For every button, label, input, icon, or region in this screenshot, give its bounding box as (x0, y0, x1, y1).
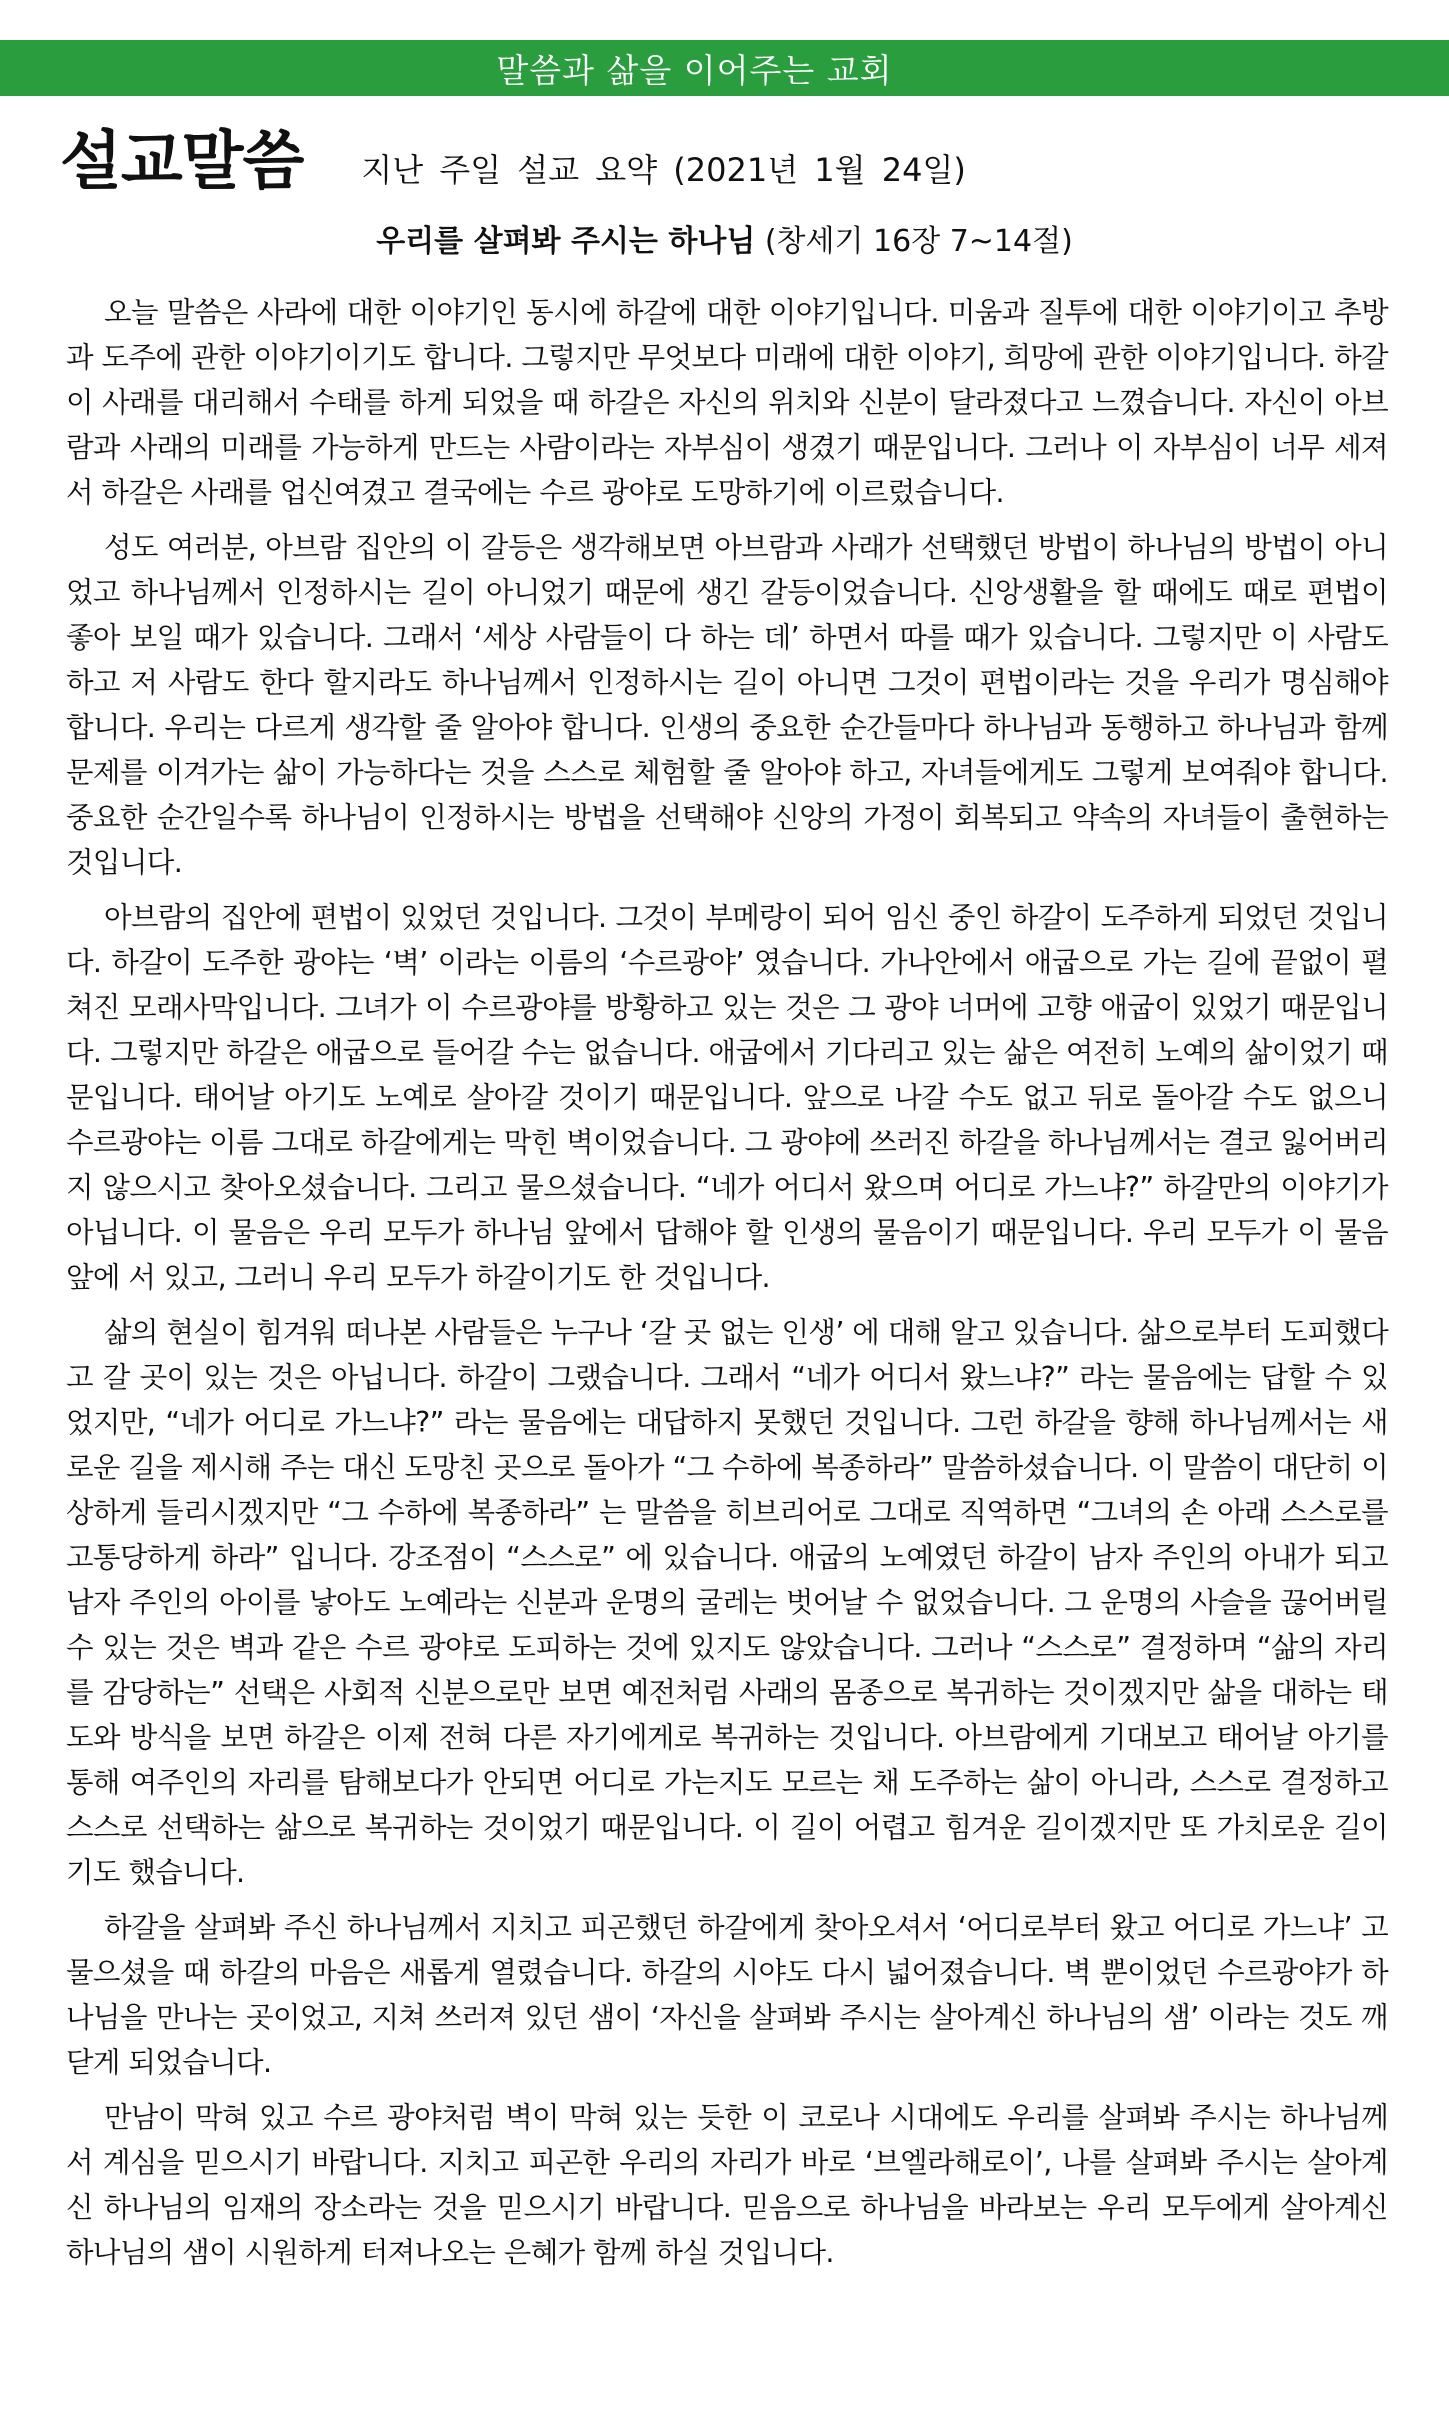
church-banner (0, 40, 1449, 96)
paragraph: 아브람의 집안에 편법이 있었던 것입니다. 그것이 부메랑이 되어 임신 중인 하갈이 도주하게 되었던 것입니다. 하갈이 도주한 광야는 ‘벽’ 이라는 이름의 ‘수르광야’ 였습니다. 가나안에서 애굽으로 가는 길에 끝없이 펼쳐진 모래사막입니다. 그녀가 이 수르광야를 방황하고 있는 것은 그 광야 너머에 고향 애굽이 있었기 때문입니다. 그렇지만 하갈은 애굽으로 들어갈 수는 없습니다. 애굽에서 기다리고 있는 삶은 여전히 노예의 삶이었기 때문입니다. 태어날 아기도 노예로 살아갈 것이기 때문입니다. 앞으로 나갈 수도 없고 뒤로 돌아갈 수도 없으니 수르광야는 이름 그대로 하갈에게는 막힌 벽이었습니다. 그 광야에 쓰러진 하갈을 하나님께서는 결코 잃어버리지 않으시고 찾아오셨습니다. 그리고 물으셨습니다. “네가 어디서 왔으며 어디로 가느냐?” 하갈만의 이야기가 아닙니다. 이 물음은 우리 모두가 하나님 앞에서 답해야 할 인생의 물음이기 때문입니다. 우리 모두가 이 물음 앞에 서 있고, 그러니 우리 모두가 하갈이기도 한 것입니다. (66, 901, 1388, 1294)
page-subtitle: 지난 주일 설교 요약 (2021년 1월 24일) (361, 151, 966, 189)
paragraph: 만남이 막혀 있고 수르 광야처럼 벽이 막혀 있는 듯한 이 코로나 시대에도 우리를 살펴봐 주시는 하나님께서 계심을 믿으시기 바랍니다. 지치고 피곤한 우리의 자리가 바로 ‘브엘라해로이’, 나를 살펴봐 주시는 살아계신 하나님의 임재의 장소라는 것을 믿으시기 바랍니다. 믿음으로 하나님을 바라보는 우리 모두에게 살아계신 하나님의 샘이 시원하게 터져나오는 은혜가 함께 하실 것입니다. (66, 2101, 1388, 2269)
sermon-title: 우리를 살펴봐 주시는 하나님 (376, 224, 756, 259)
paragraph: 성도 여러분, 아브람 집안의 이 갈등은 생각해보면 아브람과 사래가 선택했던 방법이 하나님의 방법이 아니었고 하나님께서 인정하시는 길이 아니었기 때문에 생긴 갈등이었습니다. 신앙생활을 할 때에도 때로 편법이 좋아 보일 때가 있습니다. 그래서 ‘세상 사람들이 다 하는 데’ 하면서 따를 때가 있습니다. 그렇지만 이 사람도 하고 저 사람도 한다 할지라도 하나님께서 인정하시는 길이 아니면 그것이 편법이라는 것을 우리가 명심해야 합니다. 우리는 다르게 생각할 줄 알아야 합니다. 인생의 중요한 순간들마다 하나님과 동행하고 하나님과 함께 문제를 이겨가는 삶이 가능하다는 것을 스스로 체험할 줄 알아야 하고, 자녀들에게도 그렇게 보여줘야 합니다. 중요한 순간일수록 하나님이 인정하시는 방법을 선택해야 신앙의 가정이 회복되고 약속의 자녀들이 출현하는 것입니다. (66, 531, 1388, 879)
scripture-reference: (창세기 16장 7~14절) (764, 224, 1073, 259)
paragraph: 하갈을 살펴봐 주신 하나님께서 지치고 피곤했던 하갈에게 찾아오셔서 ‘어디로부터 왔고 어디로 가느냐’ 고 물으셨을 때 하갈의 마음은 새롭게 열렸습니다. 하갈의 시야도 다시 넓어졌습니다. 벽 뿐이었던 수르광야가 하나님을 만나는 곳이었고, 지쳐 쓰러져 있던 샘이 ‘자신을 살펴봐 주시는 살아계신 하나님의 샘’ 이라는 것도 깨닫게 되었습니다. (66, 1911, 1388, 2079)
paragraph: 삶의 현실이 힘겨워 떠나본 사람들은 누구나 ‘갈 곳 없는 인생’ 에 대해 알고 있습니다. 삶으로부터 도피했다고 갈 곳이 있는 것은 아닙니다. 하갈이 그랬습니다. 그래서 “네가 어디서 왔느냐?” 라는 물음에는 답할 수 있었지만, “네가 어디로 가느냐?” 라는 물음에는 대답하지 못했던 것입니다. 그런 하갈을 향해 하나님께서는 새로운 길을 제시해 주는 대신 도망친 곳으로 돌아가 “그 수하에 복종하라” 말씀하셨습니다. 이 말씀이 대단히 이상하게 들리시겠지만 “그 수하에 복종하라” 는 말씀을 히브리어로 그대로 직역하면 “그녀의 손 아래 스스로를 고통당하게 하라” 입니다. 강조점이 “스스로” 에 있습니다. 애굽의 노예였던 하갈이 남자 주인의 아내가 되고 남자 주인의 아이를 낳아도 노예라는 신분과 운명의 굴레는 벗어날 수 없었습니다. 그 운명의 사슬을 끊어버릴 수 있는 것은 벽과 같은 수르 광야로 도피하는 것에 있지도 않았습니다. 그러나 “스스로” 결정하며 “삶의 자리를 감당하는” 선택은 사회적 신분으로만 보면 예전처럼 사래의 몸종으로 복귀하는 것이겠지만 삶을 대하는 태도와 방식을 보면 하갈은 이제 전혀 다른 자기에게로 복귀하는 것입니다. 아브람에게 기대보고 태어날 아기를 통해 여주인의 자리를 탐해보다가 안되면 어디로 가는지도 모르는 채 도주하는 삶이 아니라, 스스로 결정하고 스스로 선택하는 삶으로 복귀하는 것이었기 때문입니다. 이 길이 어렵고 힘겨운 길이겠지만 또 가치로운 길이기도 했습니다. (66, 1316, 1388, 1889)
sermon-body (66, 290, 1388, 2285)
banner-text: 말씀과 삶을 이어주는 교회 (496, 50, 893, 90)
page-header (60, 108, 1390, 199)
page-title: 설교말씀 (60, 124, 304, 199)
paragraph: 오늘 말씀은 사라에 대한 이야기인 동시에 하갈에 대한 이야기입니다. 미움과 질투에 대한 이야기이고 추방과 도주에 관한 이야기이기도 합니다. 그렇지만 무엇보다 미래에 대한 이야기, 희망에 관한 이야기입니다. 하갈이 사래를 대리해서 수태를 하게 되었을 때 하갈은 자신의 위치와 신분이 달라졌다고 느꼈습니다. 자신이 아브람과 사래의 미래를 가능하게 만드는 사람이라는 자부심이 생겼기 때문입니다. 그러나 이 자부심이 너무 세져서 하갈은 사래를 업신여겼고 결국에는 수르 광야로 도망하기에 이르렀습니다. (66, 296, 1388, 509)
sermon-heading (0, 222, 1449, 262)
